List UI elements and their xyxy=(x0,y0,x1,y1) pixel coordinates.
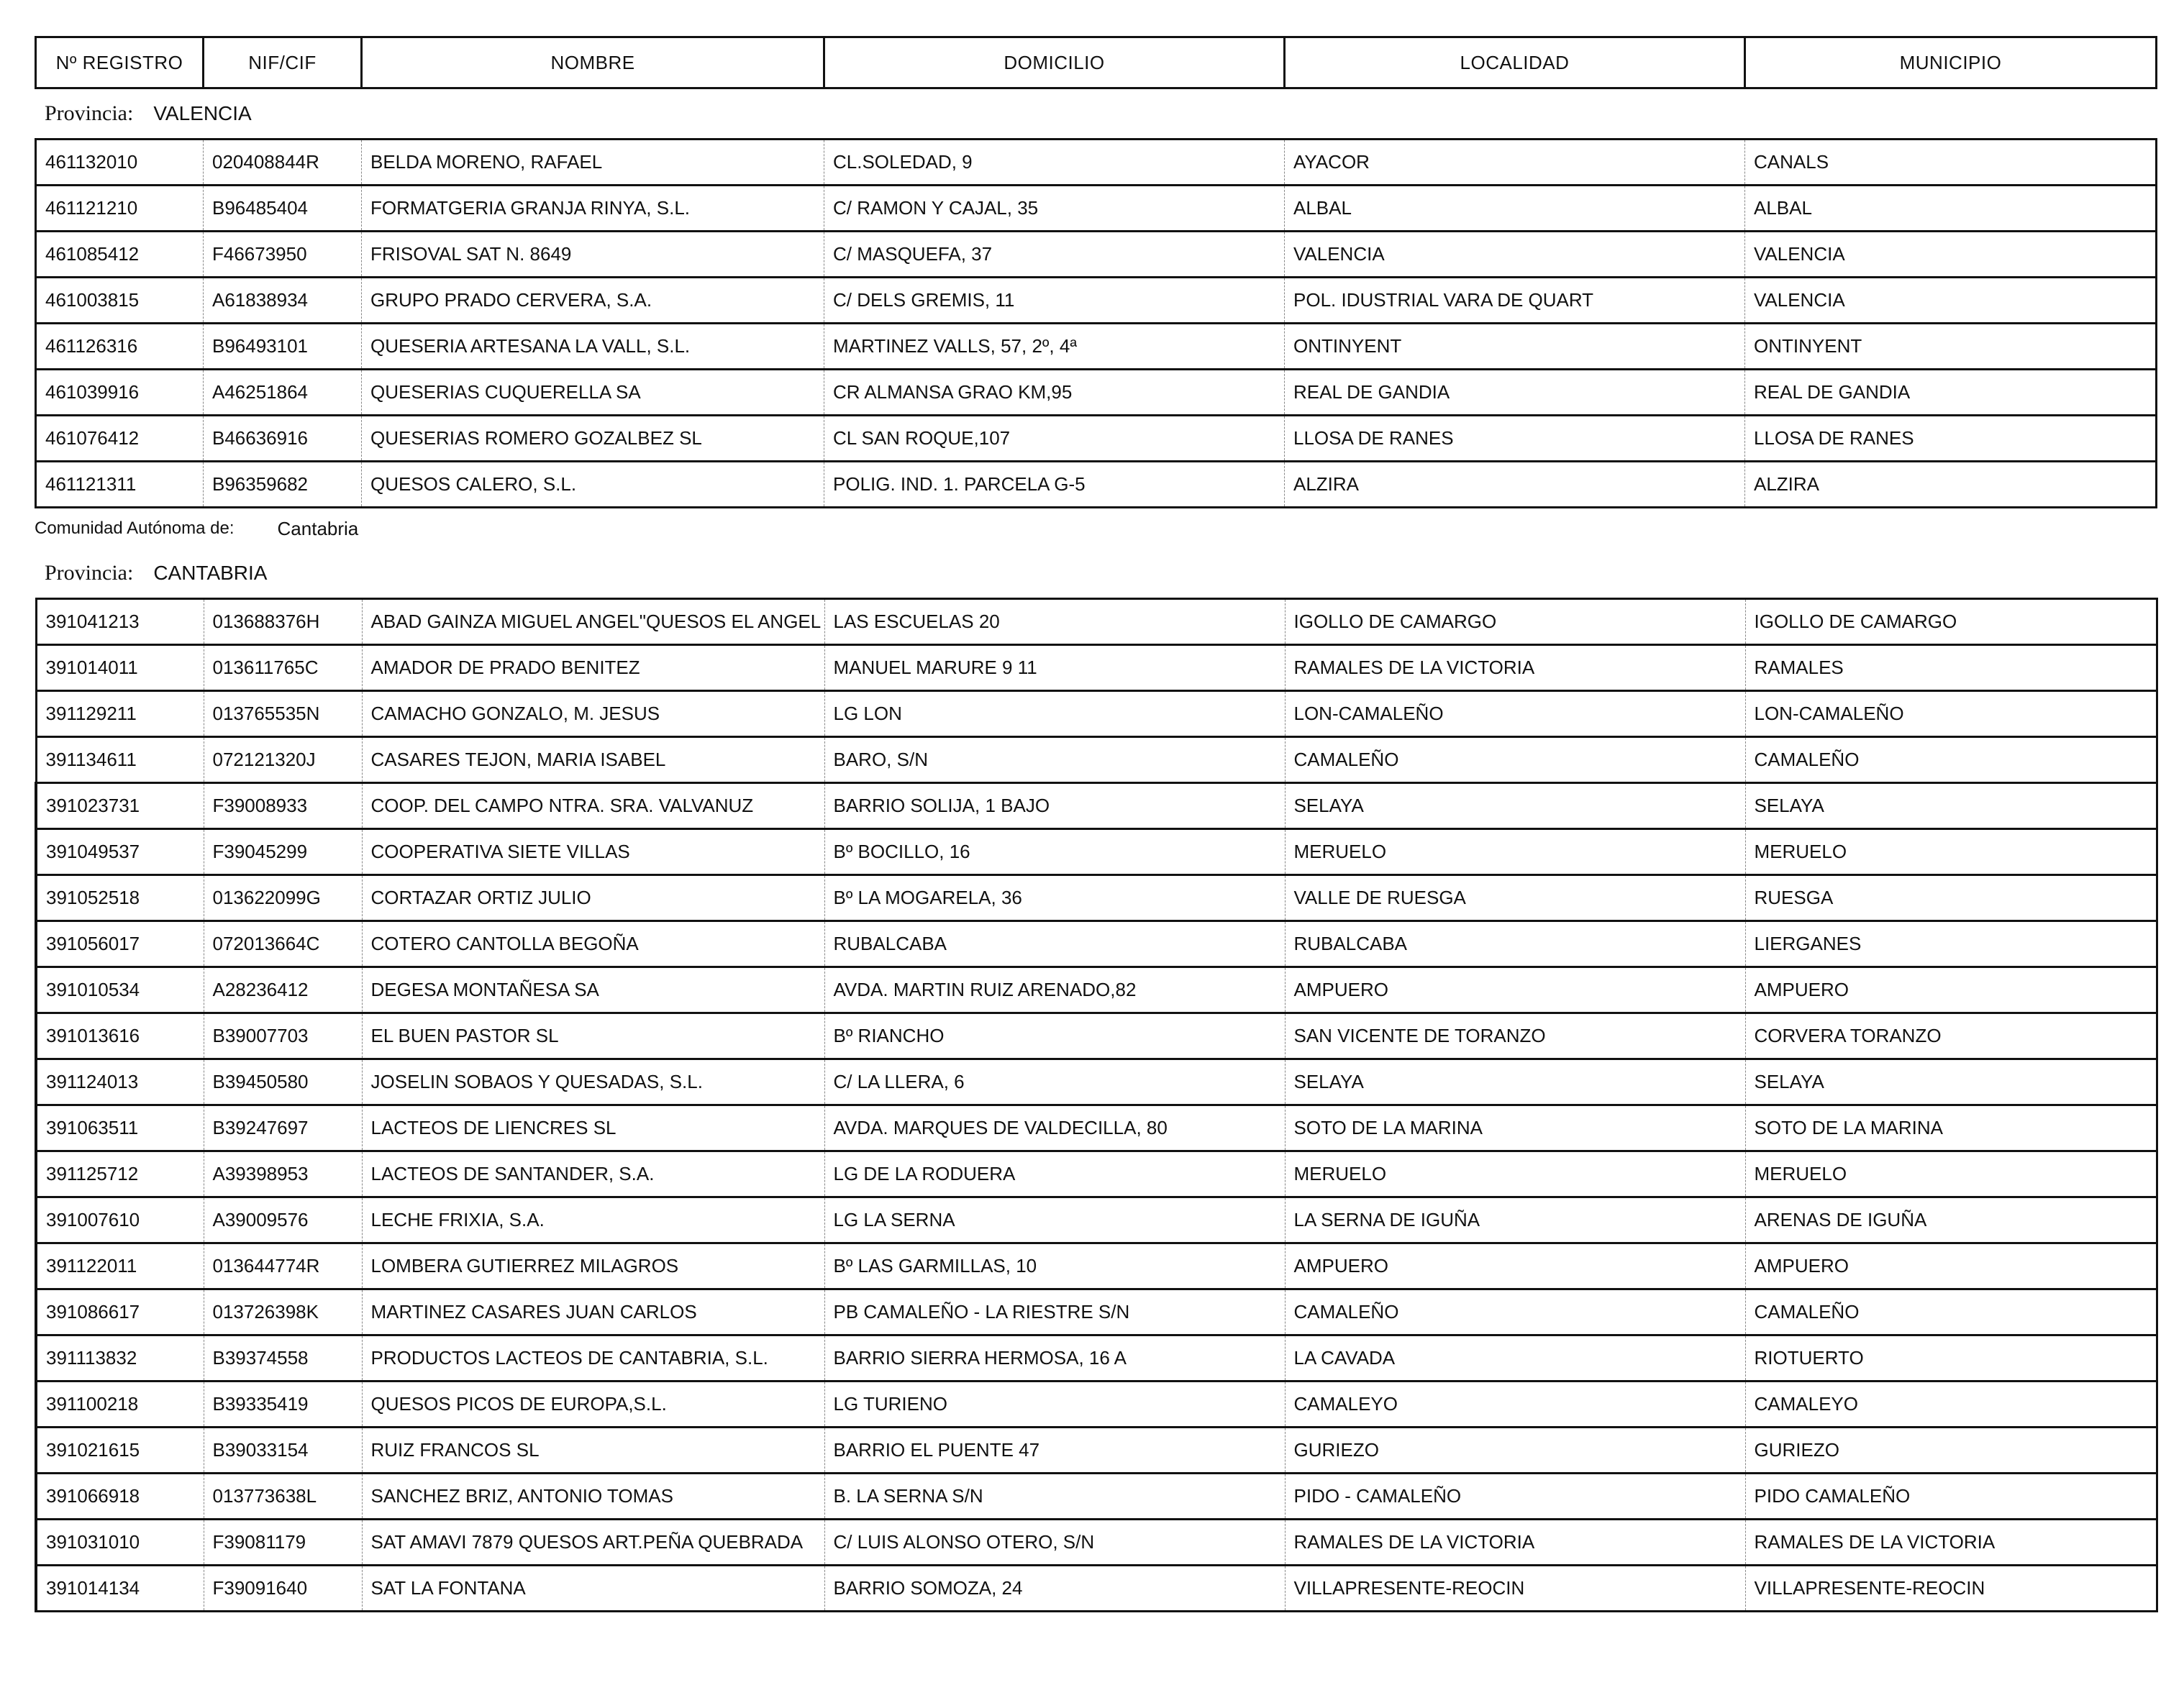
domicilio-cell: B. LA SERNA S/N xyxy=(824,1474,1285,1520)
nif-cell: 072121320J xyxy=(204,737,362,783)
domicilio-cell: CR ALMANSA GRAO KM,95 xyxy=(824,370,1285,416)
registro-cell: 391007610 xyxy=(36,1197,204,1243)
registro-cell: 391013616 xyxy=(36,1013,204,1059)
registro-cell: 391086617 xyxy=(36,1289,204,1335)
domicilio-cell: LG LA SERNA xyxy=(824,1197,1285,1243)
nombre-cell: QUESERIAS CUQUERELLA SA xyxy=(362,370,824,416)
localidad-cell: SOTO DE LA MARINA xyxy=(1285,1105,1745,1151)
registro-cell: 391113832 xyxy=(36,1335,204,1382)
municipio-cell: ARENAS DE IGUÑA xyxy=(1745,1197,2157,1243)
table-row xyxy=(36,462,2157,508)
domicilio-cell: C/ RAMON Y CAJAL, 35 xyxy=(824,186,1285,232)
table-row xyxy=(36,783,2157,829)
table-row xyxy=(36,232,2157,278)
nif-cell: B39374558 xyxy=(204,1335,362,1382)
localidad-cell: RAMALES DE LA VICTORIA xyxy=(1285,645,1745,691)
header-domicilio: DOMICILIO xyxy=(824,37,1285,88)
localidad-cell: SAN VICENTE DE TORANZO xyxy=(1285,1013,1745,1059)
table-row xyxy=(36,1197,2157,1243)
nombre-cell: LACTEOS DE SANTANDER, S.A. xyxy=(362,1151,824,1197)
table-row xyxy=(36,1289,2157,1335)
nombre-cell: SAT AMAVI 7879 QUESOS ART.PEÑA QUEBRADA xyxy=(362,1520,824,1566)
municipio-cell: RAMALES xyxy=(1745,645,2157,691)
domicilio-cell: Bº LAS GARMILLAS, 10 xyxy=(824,1243,1285,1289)
domicilio-cell: CL SAN ROQUE,107 xyxy=(824,416,1285,462)
provincia-valencia xyxy=(35,89,2155,138)
table-row xyxy=(36,737,2157,783)
domicilio-cell: LAS ESCUELAS 20 xyxy=(824,599,1285,645)
nif-cell: A39009576 xyxy=(204,1197,362,1243)
nombre-cell: RUIZ FRANCOS SL xyxy=(362,1428,824,1474)
localidad-cell: CAMALEÑO xyxy=(1285,737,1745,783)
table-row xyxy=(36,1382,2157,1428)
registro-cell: 391052518 xyxy=(36,875,204,921)
localidad-cell: PIDO - CAMALEÑO xyxy=(1285,1474,1745,1520)
nif-cell: 013611765C xyxy=(204,645,362,691)
nif-cell: B46636916 xyxy=(204,416,362,462)
nif-cell: 013773638L xyxy=(204,1474,362,1520)
table-row xyxy=(36,416,2157,462)
comunidad-cantabria xyxy=(35,508,2155,549)
nombre-cell: LACTEOS DE LIENCRES SL xyxy=(362,1105,824,1151)
table-row xyxy=(36,1059,2157,1105)
municipio-cell: SOTO DE LA MARINA xyxy=(1745,1105,2157,1151)
header-localidad: LOCALIDAD xyxy=(1285,37,1745,88)
nombre-cell: COOP. DEL CAMPO NTRA. SRA. VALVANUZ xyxy=(362,783,824,829)
registro-cell: 461121311 xyxy=(36,462,204,508)
nombre-cell: LECHE FRIXIA, S.A. xyxy=(362,1197,824,1243)
domicilio-cell: BARRIO SIERRA HERMOSA, 16 A xyxy=(824,1335,1285,1382)
nif-cell: 013765535N xyxy=(204,691,362,737)
nombre-cell: COOPERATIVA SIETE VILLAS xyxy=(362,829,824,875)
registro-cell: 391124013 xyxy=(36,1059,204,1105)
nombre-cell: AMADOR DE PRADO BENITEZ xyxy=(362,645,824,691)
domicilio-cell: LG TURIENO xyxy=(824,1382,1285,1428)
nif-cell: 013688376H xyxy=(204,599,362,645)
valencia-table xyxy=(35,138,2157,508)
localidad-cell: VALLE DE RUESGA xyxy=(1285,875,1745,921)
nombre-cell: QUESERIAS ROMERO GOZALBEZ SL xyxy=(362,416,824,462)
registro-cell: 391129211 xyxy=(36,691,204,737)
nif-cell: A46251864 xyxy=(204,370,362,416)
valencia-rows xyxy=(36,140,2157,508)
nombre-cell: QUESOS CALERO, S.L. xyxy=(362,462,824,508)
municipio-cell: MERUELO xyxy=(1745,1151,2157,1197)
nif-cell: B39247697 xyxy=(204,1105,362,1151)
nif-cell: B39007703 xyxy=(204,1013,362,1059)
localidad-cell: VILLAPRESENTE-REOCIN xyxy=(1285,1566,1745,1612)
domicilio-cell: C/ MASQUEFA, 37 xyxy=(824,232,1285,278)
municipio-cell: ALZIRA xyxy=(1745,462,2157,508)
localidad-cell: LA SERNA DE IGUÑA xyxy=(1285,1197,1745,1243)
municipio-cell: REAL DE GANDIA xyxy=(1745,370,2157,416)
domicilio-cell: CL.SOLEDAD, 9 xyxy=(824,140,1285,186)
domicilio-cell: Bº LA MOGARELA, 36 xyxy=(824,875,1285,921)
nif-cell: B96485404 xyxy=(204,186,362,232)
municipio-cell: AMPUERO xyxy=(1745,1243,2157,1289)
registro-cell: 391125712 xyxy=(36,1151,204,1197)
registro-cell: 391134611 xyxy=(36,737,204,783)
table-row xyxy=(36,921,2157,967)
provincia-cantabria xyxy=(35,549,2155,598)
domicilio-cell: C/ LUIS ALONSO OTERO, S/N xyxy=(824,1520,1285,1566)
municipio-cell: RUESGA xyxy=(1745,875,2157,921)
localidad-cell: AYACOR xyxy=(1285,140,1745,186)
nif-cell: F39091640 xyxy=(204,1566,362,1612)
registro-cell: 391063511 xyxy=(36,1105,204,1151)
nif-cell: F39081179 xyxy=(204,1520,362,1566)
registro-cell: 391056017 xyxy=(36,921,204,967)
registro-cell: 391010534 xyxy=(36,967,204,1013)
registro-cell: 391023731 xyxy=(36,783,204,829)
table-row xyxy=(36,370,2157,416)
nif-cell: 013726398K xyxy=(204,1289,362,1335)
table-row xyxy=(36,1105,2157,1151)
nif-cell: B39450580 xyxy=(204,1059,362,1105)
table-row xyxy=(36,967,2157,1013)
localidad-cell: LA CAVADA xyxy=(1285,1335,1745,1382)
nif-cell: A28236412 xyxy=(204,967,362,1013)
nombre-cell: DEGESA MONTAÑESA SA xyxy=(362,967,824,1013)
nombre-cell: GRUPO PRADO CERVERA, S.A. xyxy=(362,278,824,324)
header-row xyxy=(36,37,2157,88)
localidad-cell: POL. IDUSTRIAL VARA DE QUART xyxy=(1285,278,1745,324)
nif-cell: B96493101 xyxy=(204,324,362,370)
domicilio-cell: PB CAMALEÑO - LA RIESTRE S/N xyxy=(824,1289,1285,1335)
domicilio-cell: LG DE LA RODUERA xyxy=(824,1151,1285,1197)
localidad-cell: ONTINYENT xyxy=(1285,324,1745,370)
domicilio-cell: BARRIO EL PUENTE 47 xyxy=(824,1428,1285,1474)
registro-cell: 461085412 xyxy=(36,232,204,278)
nif-cell: 020408844R xyxy=(204,140,362,186)
registro-cell: 391041213 xyxy=(36,599,204,645)
nombre-cell: JOSELIN SOBAOS Y QUESADAS, S.L. xyxy=(362,1059,824,1105)
domicilio-cell: BARRIO SOLIJA, 1 BAJO xyxy=(824,783,1285,829)
nif-cell: B39335419 xyxy=(204,1382,362,1428)
registro-cell: 461003815 xyxy=(36,278,204,324)
cantabria-table xyxy=(35,598,2158,1612)
nif-cell: B39033154 xyxy=(204,1428,362,1474)
registro-cell: 461039916 xyxy=(36,370,204,416)
domicilio-cell: BARO, S/N xyxy=(824,737,1285,783)
nombre-cell: MARTINEZ CASARES JUAN CARLOS xyxy=(362,1289,824,1335)
municipio-cell: VALENCIA xyxy=(1745,278,2157,324)
domicilio-cell: C/ DELS GREMIS, 11 xyxy=(824,278,1285,324)
municipio-cell: SELAYA xyxy=(1745,783,2157,829)
provincia-value: CANTABRIA xyxy=(153,562,268,584)
registro-cell: 391066918 xyxy=(36,1474,204,1520)
domicilio-cell: RUBALCABA xyxy=(824,921,1285,967)
localidad-cell: ALZIRA xyxy=(1285,462,1745,508)
nombre-cell: COTERO CANTOLLA BEGOÑA xyxy=(362,921,824,967)
table-row xyxy=(36,1335,2157,1382)
municipio-cell: IGOLLO DE CAMARGO xyxy=(1745,599,2157,645)
domicilio-cell: AVDA. MARTIN RUIZ ARENADO,82 xyxy=(824,967,1285,1013)
domicilio-cell: C/ LA LLERA, 6 xyxy=(824,1059,1285,1105)
table-row xyxy=(36,645,2157,691)
table-row xyxy=(36,1243,2157,1289)
nombre-cell: CAMACHO GONZALO, M. JESUS xyxy=(362,691,824,737)
nif-cell: A61838934 xyxy=(204,278,362,324)
municipio-cell: RAMALES DE LA VICTORIA xyxy=(1745,1520,2157,1566)
table-row xyxy=(36,1520,2157,1566)
municipio-cell: LON-CAMALEÑO xyxy=(1745,691,2157,737)
municipio-cell: PIDO CAMALEÑO xyxy=(1745,1474,2157,1520)
municipio-cell: GURIEZO xyxy=(1745,1428,2157,1474)
domicilio-cell: Bº RIANCHO xyxy=(824,1013,1285,1059)
table-row xyxy=(36,324,2157,370)
nombre-cell: SAT LA FONTANA xyxy=(362,1566,824,1612)
provincia-value: VALENCIA xyxy=(153,102,252,124)
nif-cell: B96359682 xyxy=(204,462,362,508)
localidad-cell: MERUELO xyxy=(1285,829,1745,875)
registro-cell: 461126316 xyxy=(36,324,204,370)
column-header-table xyxy=(35,36,2157,89)
municipio-cell: VILLAPRESENTE-REOCIN xyxy=(1745,1566,2157,1612)
localidad-cell: LLOSA DE RANES xyxy=(1285,416,1745,462)
nif-cell: F39008933 xyxy=(204,783,362,829)
localidad-cell: CAMALEYO xyxy=(1285,1382,1745,1428)
nombre-cell: QUESOS PICOS DE EUROPA,S.L. xyxy=(362,1382,824,1428)
registro-cell: 391100218 xyxy=(36,1382,204,1428)
table-row xyxy=(36,1151,2157,1197)
domicilio-cell: AVDA. MARQUES DE VALDECILLA, 80 xyxy=(824,1105,1285,1151)
provincia-label: Provincia: xyxy=(45,101,134,125)
nombre-cell: BELDA MORENO, RAFAEL xyxy=(362,140,824,186)
registro-cell: 391049537 xyxy=(36,829,204,875)
header-registro: Nº REGISTRO xyxy=(36,37,204,88)
table-row xyxy=(36,1474,2157,1520)
localidad-cell: SELAYA xyxy=(1285,783,1745,829)
registro-cell: 391122011 xyxy=(36,1243,204,1289)
localidad-cell: AMPUERO xyxy=(1285,967,1745,1013)
localidad-cell: CAMALEÑO xyxy=(1285,1289,1745,1335)
registro-cell: 461121210 xyxy=(36,186,204,232)
nif-cell: 072013664C xyxy=(204,921,362,967)
localidad-cell: AMPUERO xyxy=(1285,1243,1745,1289)
domicilio-cell: POLIG. IND. 1. PARCELA G-5 xyxy=(824,462,1285,508)
registro-cell: 391014134 xyxy=(36,1566,204,1612)
table-row xyxy=(36,691,2157,737)
domicilio-cell: BARRIO SOMOZA, 24 xyxy=(824,1566,1285,1612)
registro-cell: 391014011 xyxy=(36,645,204,691)
registro-cell: 391031010 xyxy=(36,1520,204,1566)
localidad-cell: VALENCIA xyxy=(1285,232,1745,278)
nombre-cell: CORTAZAR ORTIZ JULIO xyxy=(362,875,824,921)
registro-cell: 391021615 xyxy=(36,1428,204,1474)
municipio-cell: LIERGANES xyxy=(1745,921,2157,967)
nif-cell: F46673950 xyxy=(204,232,362,278)
comunidad-value: Cantabria xyxy=(277,517,359,539)
table-row xyxy=(36,1566,2157,1612)
registry-document xyxy=(35,36,2155,1612)
localidad-cell: LON-CAMALEÑO xyxy=(1285,691,1745,737)
nombre-cell: LOMBERA GUTIERREZ MILAGROS xyxy=(362,1243,824,1289)
municipio-cell: CAMALEÑO xyxy=(1745,1289,2157,1335)
registro-cell: 461076412 xyxy=(36,416,204,462)
nif-cell: F39045299 xyxy=(204,829,362,875)
nombre-cell: QUESERIA ARTESANA LA VALL, S.L. xyxy=(362,324,824,370)
table-row xyxy=(36,1428,2157,1474)
table-row xyxy=(36,829,2157,875)
header-nombre: NOMBRE xyxy=(362,37,824,88)
nombre-cell: CASARES TEJON, MARIA ISABEL xyxy=(362,737,824,783)
domicilio-cell: Bº BOCILLO, 16 xyxy=(824,829,1285,875)
localidad-cell: SELAYA xyxy=(1285,1059,1745,1105)
nombre-cell: EL BUEN PASTOR SL xyxy=(362,1013,824,1059)
table-row xyxy=(36,599,2157,645)
localidad-cell: REAL DE GANDIA xyxy=(1285,370,1745,416)
domicilio-cell: LG LON xyxy=(824,691,1285,737)
municipio-cell: AMPUERO xyxy=(1745,967,2157,1013)
nombre-cell: SANCHEZ BRIZ, ANTONIO TOMAS xyxy=(362,1474,824,1520)
municipio-cell: VALENCIA xyxy=(1745,232,2157,278)
comunidad-label: Comunidad Autónoma de: xyxy=(35,519,235,538)
localidad-cell: GURIEZO xyxy=(1285,1428,1745,1474)
cantabria-rows xyxy=(36,599,2157,1612)
localidad-cell: ALBAL xyxy=(1285,186,1745,232)
municipio-cell: LLOSA DE RANES xyxy=(1745,416,2157,462)
table-row xyxy=(36,278,2157,324)
municipio-cell: ALBAL xyxy=(1745,186,2157,232)
municipio-cell: ONTINYENT xyxy=(1745,324,2157,370)
table-row xyxy=(36,186,2157,232)
nombre-cell: FRISOVAL SAT N. 8649 xyxy=(362,232,824,278)
localidad-cell: RUBALCABA xyxy=(1285,921,1745,967)
municipio-cell: RIOTUERTO xyxy=(1745,1335,2157,1382)
localidad-cell: MERUELO xyxy=(1285,1151,1745,1197)
domicilio-cell: MARTINEZ VALLS, 57, 2º, 4ª xyxy=(824,324,1285,370)
municipio-cell: MERUELO xyxy=(1745,829,2157,875)
nif-cell: A39398953 xyxy=(204,1151,362,1197)
nombre-cell: ABAD GAINZA MIGUEL ANGEL"QUESOS EL ANGEL xyxy=(362,599,824,645)
localidad-cell: IGOLLO DE CAMARGO xyxy=(1285,599,1745,645)
header-municipio: MUNICIPIO xyxy=(1745,37,2157,88)
nif-cell: 013644774R xyxy=(204,1243,362,1289)
table-row xyxy=(36,875,2157,921)
municipio-cell: CAMALEYO xyxy=(1745,1382,2157,1428)
table-row xyxy=(36,140,2157,186)
header-nif: NIF/CIF xyxy=(204,37,362,88)
domicilio-cell: MANUEL MARURE 9 11 xyxy=(824,645,1285,691)
municipio-cell: CORVERA TORANZO xyxy=(1745,1013,2157,1059)
table-row xyxy=(36,1013,2157,1059)
nombre-cell: PRODUCTOS LACTEOS DE CANTABRIA, S.L. xyxy=(362,1335,824,1382)
municipio-cell: CANALS xyxy=(1745,140,2157,186)
registro-cell: 461132010 xyxy=(36,140,204,186)
nombre-cell: FORMATGERIA GRANJA RINYA, S.L. xyxy=(362,186,824,232)
nif-cell: 013622099G xyxy=(204,875,362,921)
municipio-cell: CAMALEÑO xyxy=(1745,737,2157,783)
provincia-label: Provincia: xyxy=(45,561,134,585)
municipio-cell: SELAYA xyxy=(1745,1059,2157,1105)
localidad-cell: RAMALES DE LA VICTORIA xyxy=(1285,1520,1745,1566)
